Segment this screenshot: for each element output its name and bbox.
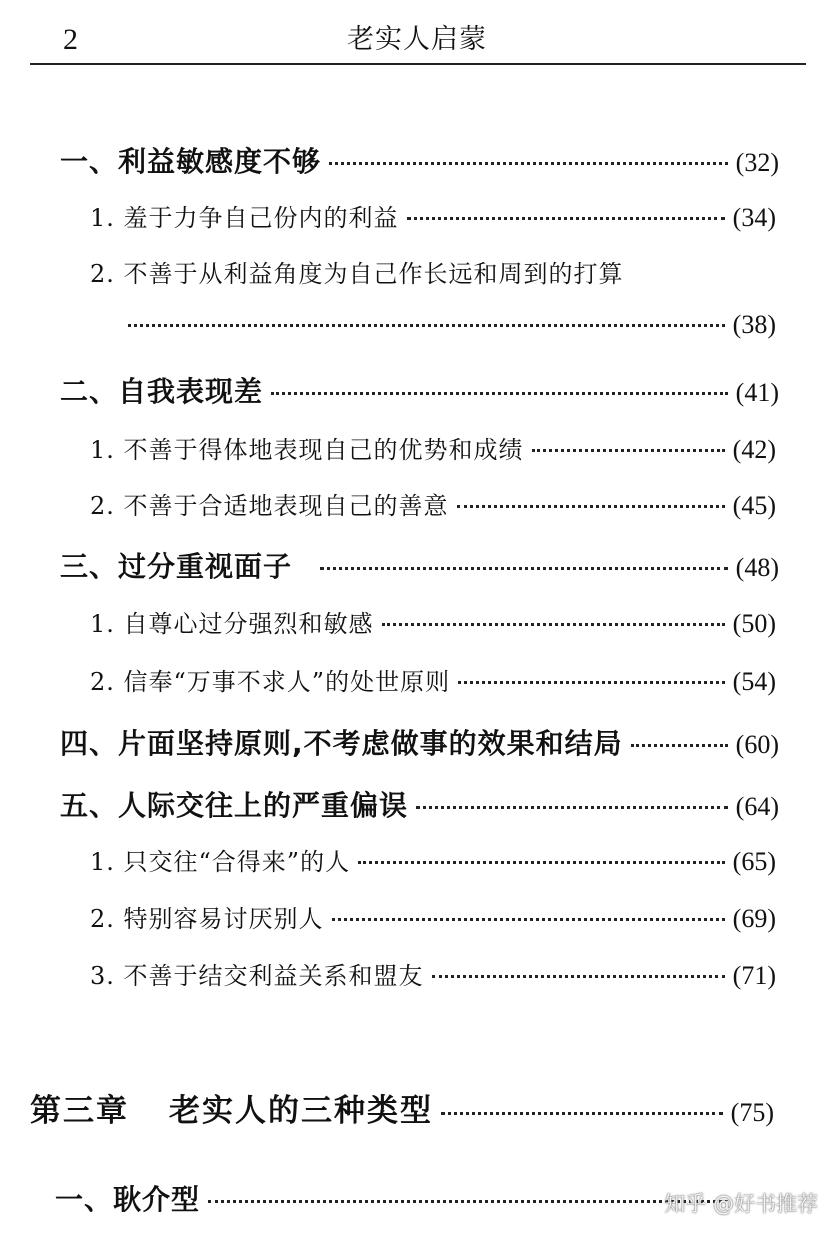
- dot-leader: [416, 806, 728, 809]
- toc-section-3: [60, 545, 779, 585]
- toc-subsection-5-1: [90, 842, 776, 878]
- page-number: 2: [63, 23, 78, 56]
- toc-page: (64): [735, 792, 779, 821]
- toc-label: 二、自我表现差: [60, 375, 264, 408]
- toc-label: 1. 羞于力争自己份内的利益: [90, 204, 399, 232]
- dot-leader: [432, 975, 725, 978]
- toc-section-1: [60, 140, 779, 180]
- toc-page: (45): [732, 491, 776, 520]
- toc-label: 2. 不善于合适地表现自己的善意: [90, 492, 449, 520]
- toc-subsection-5-2: [90, 899, 776, 935]
- toc-subsection-5-3: [90, 956, 776, 992]
- chapter-title: 老实人的三种类型: [169, 1093, 433, 1129]
- dot-leader: [457, 505, 725, 508]
- toc-label: 一、耿介型: [55, 1183, 201, 1216]
- toc-subsection-2-1: [90, 430, 776, 466]
- dot-leader: [407, 217, 725, 220]
- dot-leader: [441, 1112, 723, 1115]
- dot-leader: [332, 918, 725, 921]
- toc-page: (48): [735, 553, 779, 582]
- toc-subsection-1-2: [90, 254, 624, 290]
- toc-page: (60): [735, 730, 779, 759]
- dot-leader: [271, 392, 728, 395]
- toc-page: (42): [732, 435, 776, 464]
- toc-subsection-3-1: [90, 604, 776, 640]
- toc-label: 三、过分重视面子: [60, 550, 293, 583]
- toc-label: 2. 信奉“万事不求人”的处世原则: [90, 668, 451, 696]
- toc-subsection-3-2: [90, 662, 776, 698]
- toc-label: 3. 不善于结交利益关系和盟友: [90, 962, 424, 990]
- toc-page: (65): [732, 847, 776, 876]
- toc-subsection-2-2: [90, 486, 776, 522]
- toc-label: 2. 特别容易讨厌别人: [90, 905, 324, 933]
- toc-label: 1. 自尊心过分强烈和敏感: [90, 610, 374, 638]
- toc-subsection-1-1: [90, 198, 776, 234]
- dot-leader: [320, 567, 728, 570]
- toc-section-2: [60, 370, 779, 410]
- dot-leader: [382, 623, 725, 626]
- dot-leader: [532, 449, 725, 452]
- dot-leader: [631, 744, 728, 747]
- toc-label: 1. 只交往“合得来”的人: [90, 848, 351, 876]
- dot-leader: [358, 861, 725, 864]
- toc-page: (34): [732, 203, 776, 232]
- dot-leader: [128, 324, 725, 327]
- dot-leader: [458, 681, 725, 684]
- chapter-number: 第三章: [30, 1093, 129, 1129]
- book-title: 老实人启蒙: [347, 24, 487, 55]
- chapter-heading: [30, 1085, 433, 1130]
- toc-label: 一、利益敏感度不够: [60, 145, 322, 178]
- toc-chapter-3: [30, 1085, 774, 1131]
- toc-section-4: [60, 722, 779, 762]
- toc-page: (50): [732, 609, 776, 638]
- toc-label: 五、人际交往上的严重偏误: [60, 789, 409, 822]
- toc-page: (32): [735, 148, 779, 177]
- toc-label: 2. 不善于从利益角度为自己作长远和周到的打算: [90, 260, 624, 288]
- toc-label: 四、片面坚持原则,不考虑做事的效果和结局: [60, 727, 623, 760]
- toc-subsection-1-2-continuation: [128, 310, 776, 346]
- dot-leader: [329, 162, 728, 165]
- toc-page: (69): [732, 904, 776, 933]
- dot-leader: [208, 1200, 728, 1203]
- toc-page: (71): [732, 961, 776, 990]
- toc-label: 1. 不善于得体地表现自己的优势和成绩: [90, 436, 524, 464]
- toc-page: (75): [730, 1098, 774, 1127]
- watermark: 知乎 @好书推荐: [664, 1192, 818, 1216]
- toc-page: (38): [732, 310, 776, 339]
- toc-page: (41): [735, 378, 779, 407]
- toc-page: (54): [732, 667, 776, 696]
- toc-section-5: [60, 784, 779, 824]
